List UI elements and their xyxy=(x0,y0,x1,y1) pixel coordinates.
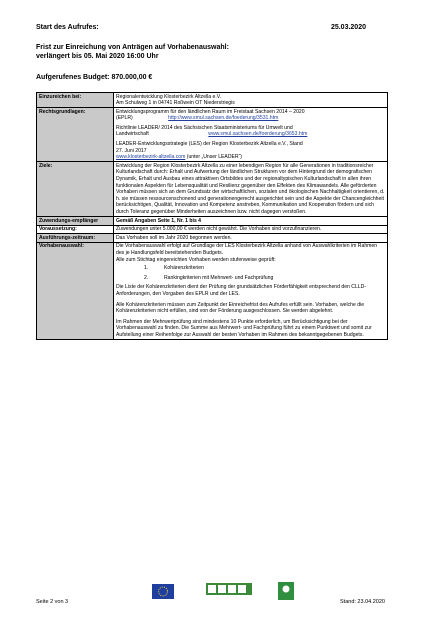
eplr-text: Entwicklungsprogramm für den ländlichen Raum im Freistaat Sachsen 2014 – 2020 xyxy=(116,108,305,115)
eplr-logo-icon xyxy=(206,583,252,595)
table-row xyxy=(37,225,388,234)
criteria-list xyxy=(144,265,385,281)
row-value: Das Vorhaben soll im Jahr 2020 begonnen werden. xyxy=(114,234,388,243)
selection-paragraph: Alle zum Stichtag eingereichten Vorhaben werden stufenweise geprüft: xyxy=(116,256,276,263)
leader-line-2 xyxy=(116,131,385,138)
row-label: Ausführungs-zeitraum: xyxy=(37,234,114,243)
row-value xyxy=(114,93,388,108)
table-row xyxy=(37,108,388,162)
leader-text-2: Landwirtschaft xyxy=(116,131,149,138)
selection-paragraph: Alle Kohärenzkriterien müssen zum Zeitpunkt der Einreichefrist des Aufrufes erfüllt sein. Vorhaben, welche die Kohärenzkriterien nicht erfüllen, sind von der Förderung ausgeschlossen. Sie werden abgelehnt. xyxy=(116,301,365,315)
row-value: Zuwendungen unter 5.000,00 € werden nicht gewährt. Die Vorhaben sind vorzufinanzieren. xyxy=(114,225,388,234)
document-status-date: Stand: 23.04.2020 xyxy=(340,599,385,605)
leader-text: Richtlinie LEADER/ 2014 des Sächsischen Staatsministeriums für Umwelt und xyxy=(116,124,293,131)
les-link-suffix: (unter „Unser LEADER“) xyxy=(185,154,242,161)
list-item xyxy=(144,275,385,282)
eplr-link[interactable]: http://www.smul.sachsen.de/foederung/3531.htm xyxy=(168,115,279,122)
deadline-block xyxy=(36,43,384,61)
selection-paragraph: Im Rahmen der Mehrwertprüfung sind mindestens 10 Punkte erforderlich, um Berücksichtigung bei der Vorhabenauswahl zu finden. Die Summe aus Mehrwert- und Fachprüfung führt zu einem Punktwert und somit zur Aufstellung einer Reihenfolge zur Auswahl der besten Vorhaben im Rahmen des bekanntgegebenen Budgets. xyxy=(116,318,372,338)
table-row xyxy=(37,162,388,217)
deadline-line-1: Frist zur Einreichung von Anträgen auf Vorhabenauswahl: xyxy=(36,44,229,51)
funding-logos xyxy=(152,580,312,606)
recipient-name: Regionalentwicklung Klosterbezirk Altzella e.V. xyxy=(116,93,222,100)
list-text: Rankingkriterien mit Mehrwert- und Fachprüfung xyxy=(164,274,274,281)
leader-logo-icon xyxy=(278,582,294,600)
eplr-abbrev: (EPLR) xyxy=(116,115,133,122)
eu-flag-icon xyxy=(152,584,174,599)
list-number: 2. xyxy=(144,274,149,281)
table-row xyxy=(37,242,388,339)
table-row xyxy=(37,93,388,108)
call-start-date: 25.03.2020 xyxy=(330,24,366,31)
row-value xyxy=(114,108,388,162)
row-value: Gemäß Angaben Seite 1, Nr. 1 bis 4 xyxy=(114,217,388,226)
les-text: LEADER-Entwicklungsstrategie (LES) der Region Klosterbezirk Altzella e.V., Stand xyxy=(116,141,303,148)
row-label: Voraussetzung: xyxy=(37,225,114,234)
row-label: Rechtsgrundlagen: xyxy=(37,108,114,162)
row-label: Zuwendungs-empfänger xyxy=(37,217,114,226)
call-details-table xyxy=(36,92,388,340)
call-start-line xyxy=(36,24,384,31)
call-start-label: Start des Aufrufes: xyxy=(36,24,99,31)
selection-paragraph: Die Vorhabenauswahl erfolgt auf Grundlage der LES Klosterbezirk Altzella anhand von Auswahlkriterien im Rahmen des je Handlungsfeld bereitstehenden Budgets. xyxy=(116,243,378,256)
les-date: 27. Juni 2017 xyxy=(116,147,147,154)
list-item xyxy=(144,265,385,272)
row-value: Entwicklung der Region Klosterbezirk Altzella zu einer lebendigen Region für alle Generationen in traditionsreicher Kulturlandschaft durch: Erhalt und Aufwertung der ländlichen Strukturen vor dem Hintergrund der demografischen Dynamik, Erhalt und Ausbau eines attraktiven Ortsbildes und der regionaltypischen Kulturlandschaft in allen ihren funktionalen Aspekten für Lebensqualität und Resilienz gegenüber den Effekten des Klimawandels. Alle geförderten Vorhaben müssen sich an dem Grundsatz der wirtschaftlichen, sozialen und ökologischen Nachhaltigkeit orientieren, d. h. sie müssen ressourcenschonend und generationengerecht ausgerichtet sein und die Aspekte der Chancengleichheit berücksichtigen, Qualität, Innovation und Kompetenz anstreben, Kommunikation und Kooperation fördern und sich durch Toleranz gegenüber Minderheiten auszeichnen bzw. nicht dagegen verstoßen. xyxy=(114,162,388,217)
recipient-address: Am Schulweg 1 in 04741 Roßwein OT Niederstriegis xyxy=(116,100,235,107)
row-label: Ziele: xyxy=(37,162,114,217)
table-row xyxy=(37,217,388,226)
table-row xyxy=(37,234,388,243)
eplr-line-2 xyxy=(116,115,385,122)
list-text: Kohärenzkriterien xyxy=(164,265,204,272)
deadline-line-2: verlängert bis 05. Mai 2020 16:00 Uhr xyxy=(36,53,159,60)
row-value xyxy=(114,242,388,339)
row-label: Einzureichen bei: xyxy=(37,93,114,108)
budget-line: Aufgerufenes Budget: 870.000,00 € xyxy=(36,74,153,81)
page-number: Seite 2 von 3 xyxy=(36,599,69,605)
les-link-line xyxy=(116,154,385,161)
list-number: 1. xyxy=(144,265,149,272)
selection-paragraph: Die Liste der Kohärenzkriterien dient der Prüfung der grundsätzlichen Förderfähigkeit entsprechend den CLLD-Anforderungen, den Vorgaben des EPLR und der LES. xyxy=(116,284,367,297)
row-label: Vorhabenauswahl: xyxy=(37,242,114,339)
leader-link[interactable]: www.smul.sachsen.de/foerderung/3653.htm xyxy=(208,131,308,138)
les-link[interactable]: www.klosterbezirk-altzella.com xyxy=(116,154,186,161)
